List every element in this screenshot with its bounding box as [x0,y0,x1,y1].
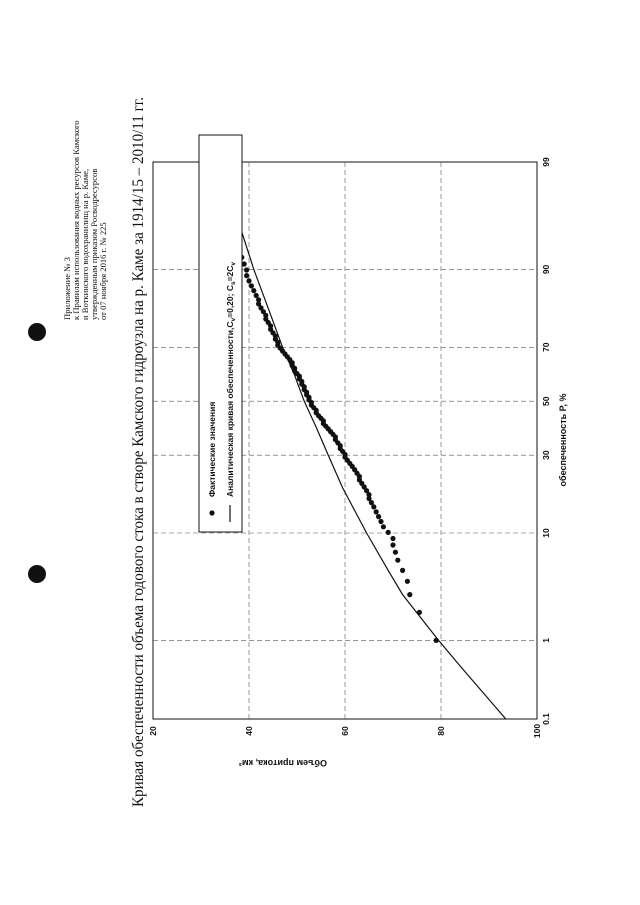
header-line: Приложение № 3 [62,257,72,320]
x-axis-title: обеспеченность P, % [558,393,568,487]
data-point [405,579,410,584]
header-line: и Воткинского водохранилищ на р. Каме, [80,168,90,320]
data-point [395,558,400,563]
legend-label-curve: Аналитическая кривая $обеспеченности,C_v=0,20$; $C_s=2C_v$ [225,261,237,497]
legend-box [199,135,242,532]
x-tick-label: 70 [541,342,551,353]
header-line: к Правилам использования водных ресурсов Камского [71,120,81,320]
chart-title-group [130,76,147,807]
y-axis-title-group [558,394,568,487]
appendix-header [62,120,108,320]
header-line: утвержденным приказом Росводресурсов [89,168,99,320]
data-point [374,509,379,514]
data-point [434,638,439,643]
x-tick-label: 10 [541,528,551,538]
data-point [244,267,249,272]
y-tick-label: 40 [244,726,254,736]
data-point [407,592,412,597]
legend-entry-points [207,402,217,497]
y-tick-label: 80 [436,726,446,736]
data-point [381,524,386,529]
x-axis-title-group [239,758,327,768]
data-point [246,278,251,283]
data-point [400,568,405,573]
data-point [417,610,422,615]
header-line: от 07 ноября 2016 г. № 225 [98,222,108,320]
data-point [393,550,398,555]
legend-label-points: Фактические значения [207,401,217,497]
x-tick-label: 30 [541,450,551,460]
data-point [251,288,256,293]
x-tick-label: 1 [541,638,551,643]
x-tick-label: 90 [541,264,551,275]
legend-dot-marker [209,510,214,515]
legend [199,135,242,532]
x-tick-label: 99 [541,157,551,167]
y-tick-label: 60 [340,726,350,736]
x-tick-label: 0.1 [541,713,551,725]
data-point [249,283,254,288]
data-point [244,273,249,278]
data-point [390,542,395,547]
data-point [254,293,259,298]
data-point [376,514,381,519]
chart-title: Кривая обеспеченности объема годового стока в створе Камского гидроузла на р. Каме за 1914/15 – 2010/11 гг. [130,76,147,807]
y-tick-label: 20 [148,726,158,736]
analytical-curve-line [218,162,506,719]
data-point [386,530,391,535]
data-point [390,536,395,541]
x-tick-label: 50 [541,396,551,406]
analytical-curve-layer [218,162,506,719]
y-axis-title: Объем притока, км³ [239,758,327,768]
data-point [378,519,383,524]
y-tick-label: 100 [532,723,542,739]
probability-chart [148,135,568,768]
